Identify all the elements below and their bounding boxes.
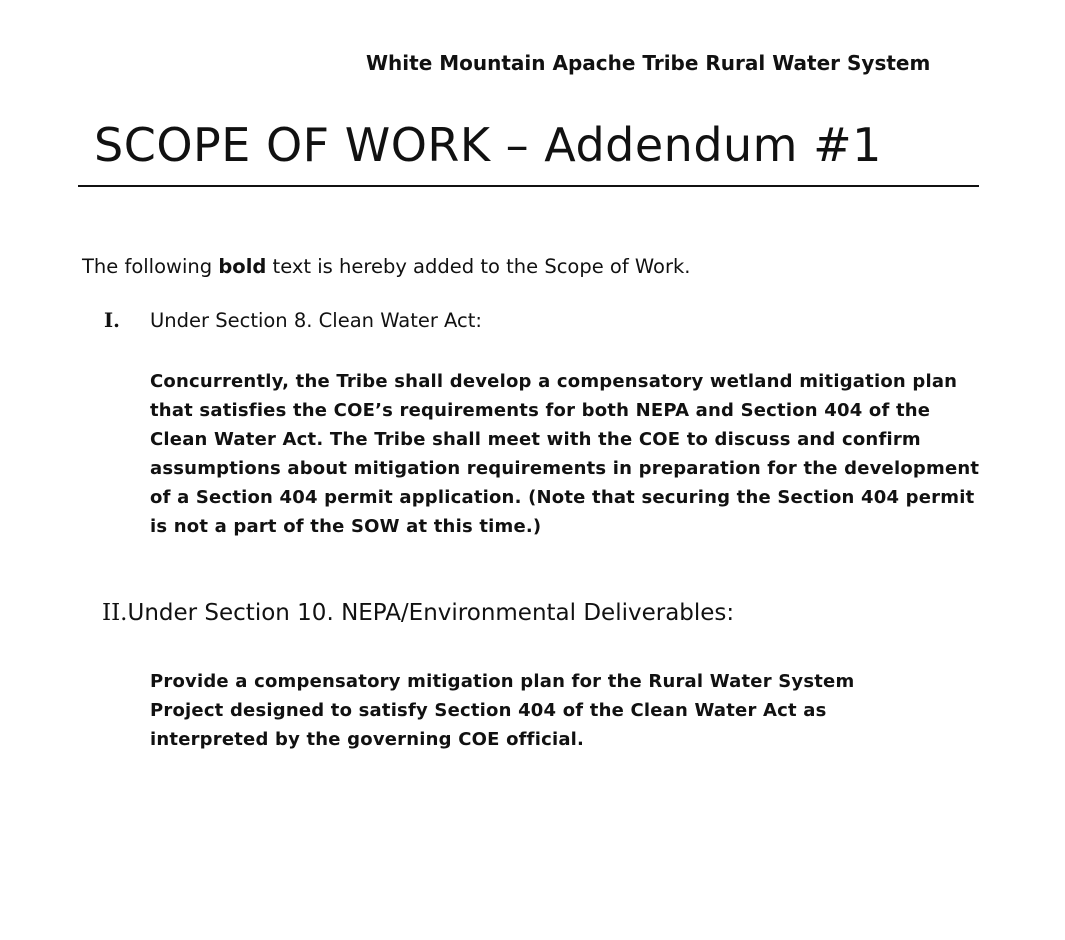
- section-2-body: Provide a compensatory mitigation plan for the Rural Water System Project designed to satisfy Section 404 of the Clean Water Act as interpreted by the governing COE official.: [150, 671, 855, 750]
- section-1-body: Concurrently, the Tribe shall develop a compensatory wetland mitigation plan that satisfies the COE’s requirements for both NEPA and Section 404 of the Clean Water Act. The Tribe shall meet with the COE to discuss and confirm assumptions about mitigation requirements in preparation for the development of a Section 404 permit application. (Note that securing the Section 404 permit is not a part of the SOW at this time.): [150, 371, 980, 537]
- intro-text-start: The following: [82, 255, 219, 278]
- organization-header: White Mountain Apache Tribe Rural Water System: [366, 51, 931, 75]
- section-2-heading: [102, 600, 734, 626]
- section-1-numeral: I.: [104, 309, 120, 332]
- intro-paragraph: [82, 255, 691, 278]
- section-2-heading-text: Under Section 10. NEPA/Environmental Deliverables:: [127, 600, 735, 626]
- intro-bold-word: bold: [218, 255, 267, 278]
- section-1-heading-text: Under Section 8. Clean Water Act:: [150, 309, 482, 332]
- title-underline: [78, 185, 979, 187]
- intro-text-end: text is hereby added to the Scope of Work.: [266, 255, 691, 278]
- section-1-heading: [104, 309, 482, 332]
- section-2-numeral: II.: [102, 600, 128, 626]
- document-title: SCOPE OF WORK – Addendum #1: [94, 118, 882, 172]
